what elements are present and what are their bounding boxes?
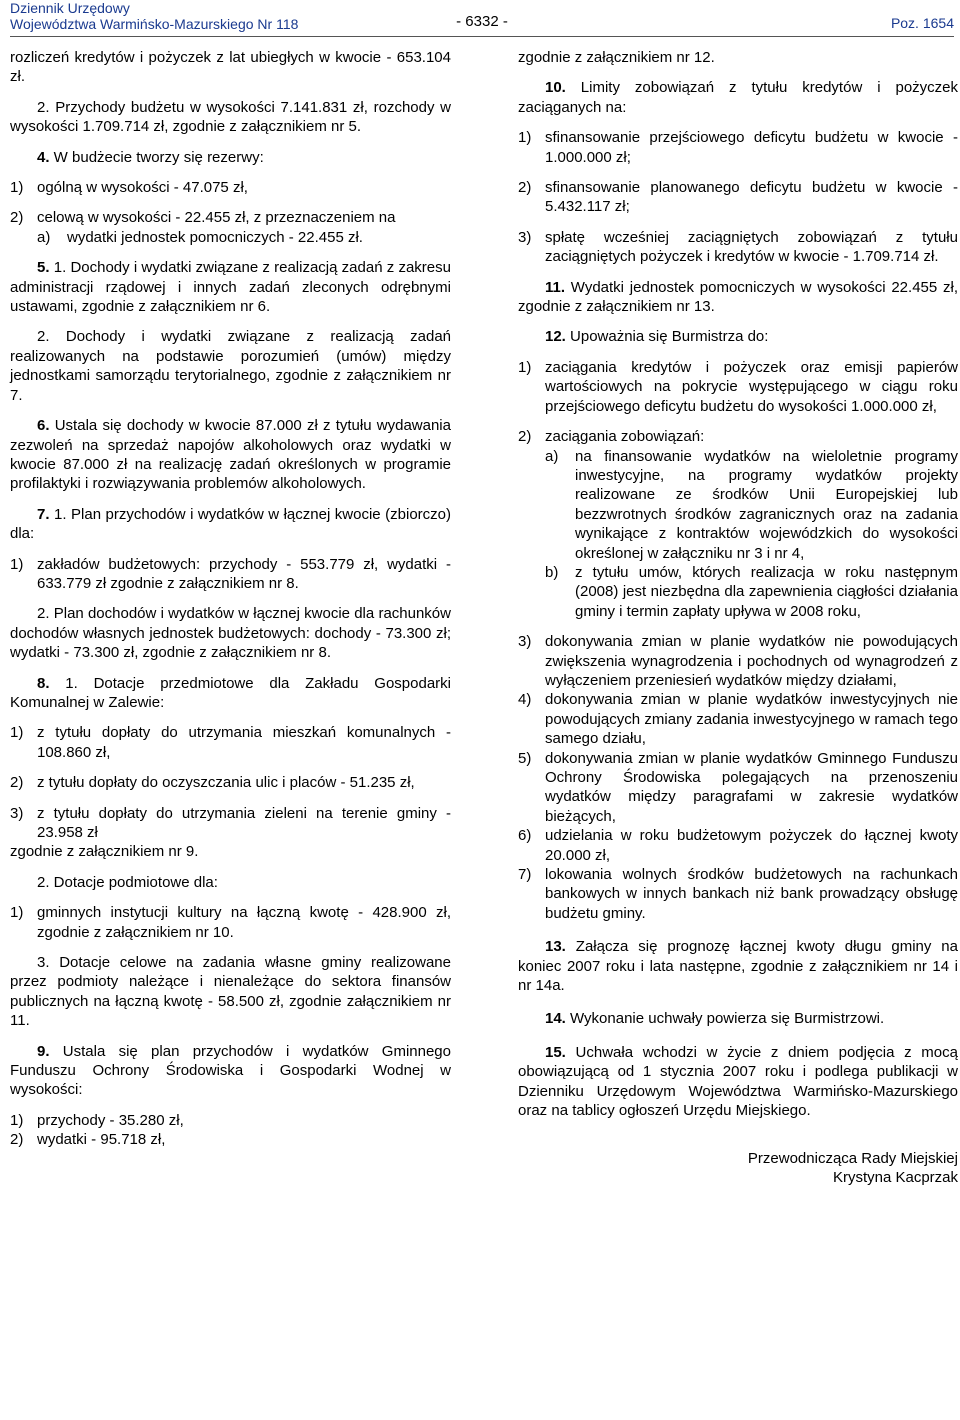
section-12: 12. Upoważnia się Burmistrza do: bbox=[545, 328, 769, 346]
section-number: 12. bbox=[545, 328, 566, 346]
list-subitem: b) z tytułu umów, których realizacja w roku następnym (2008) jest niezbędna dla zapewnienia ciągłości działania gminy i termin zapłaty upływa w 2008 roku, bbox=[545, 563, 958, 620]
header-divider bbox=[10, 36, 954, 37]
list-item: 5) dokonywania zmian w planie wydatków Gminnego Funduszu Ochrony Środowiska polegających na przenoszeniu wydatków między paragrafami w zakresie wydatków bieżących, bbox=[518, 749, 958, 825]
section-9: 9. Ustala się plan przychodów i wydatków Gminnego Funduszu Ochrony Środowiska i Gospodarki Wodnej w wysokości: bbox=[10, 1042, 451, 1099]
list-item: 3) spłatę wcześniej zaciągniętych zobowiązań z tytułu zaciągniętych pożyczek i kredytów w kwocie - 1.709.714 zł. bbox=[518, 228, 958, 266]
section-14: 14. Wykonanie uchwały powierza się Burmistrzowi. bbox=[545, 1010, 885, 1028]
signature-title: Przewodnicząca Rady Miejskiej bbox=[747, 1149, 958, 1167]
paragraph: 2. Plan dochodów i wydatków w łącznej kwocie dla rachunków dochodów własnych jednostek budżetowych: dochody - 73.300 zł; wydatki - 73.300 zł, zgodnie z załącznikiem nr 8. bbox=[10, 605, 451, 662]
list-item: 2) zaciągania zobowiązań: bbox=[518, 428, 705, 446]
list-subitem: a) na finansowanie wydatków na wieloletnie programy inwestycyjne, na programy wydatków projekty realizowane ze środków Unii Europejskiej lub bezzwrotnych środków zagranicznych oraz na zadania wynikające z kontraktów wojewódzkich do wysokości określonej w załączniku nr 3 i nr 4, bbox=[545, 447, 958, 562]
list-subitem: a) wydatki jednostek pomocniczych - 22.455 zł. bbox=[37, 228, 363, 246]
journal-subtitle: Województwa Warmińsko-Mazurskiego Nr 118 bbox=[10, 16, 299, 32]
list-item: 1) przychody - 35.280 zł, bbox=[10, 1111, 184, 1129]
section-number: 8. bbox=[37, 674, 50, 692]
paragraph: 3. Dotacje celowe na zadania własne gminy realizowane przez podmioty należące i nienależące do sektora finansów publicznych na łączną kwotę - 58.500 zł, zgodnie załącznikiem nr 11. bbox=[10, 954, 451, 1030]
section-13: 13. Załącza się prognozę łącznej kwoty długu gminy na koniec 2007 roku i lata następne, zgodnie z załącznikiem nr 14 i nr 14a. bbox=[518, 938, 958, 995]
journal-title: Dziennik Urzędowy bbox=[10, 0, 130, 16]
paragraph: 2. Dochody i wydatki związane z realizacją zadań realizowanych na podstawie porozumień (umów) między jednostkami samorządu terytorialnego, zgodnie z załącznikiem nr 7. bbox=[10, 328, 451, 404]
list-item: 1) gminnych instytucji kultury na łączną kwotę - 428.900 zł, zgodnie z załącznikiem nr 10. bbox=[10, 904, 451, 941]
list-item: 1) z tytułu dopłaty do utrzymania mieszkań komunalnych - 108.860 zł, bbox=[10, 724, 451, 761]
section-10: 10. Limity zobowiązań z tytułu kredytów i pożyczek zaciąganych na: bbox=[518, 79, 958, 116]
list-item: 4) dokonywania zmian w planie wydatków inwestycyjnych nie powodujących zmiany zadania inwestycyjnego w ramach tego samego działu, bbox=[518, 691, 958, 748]
section-number: 4. bbox=[37, 148, 50, 166]
list-item: 3) dokonywania zmian w planie wydatków nie powodujących zwiększenia wynagrodzenia i pochodnych od wynagrodzeń z wyłączeniem przeniesień wydatków między działami, bbox=[518, 633, 958, 689]
section-number: 9. bbox=[37, 1042, 50, 1060]
section-7: 7. 1. Plan przychodów i wydatków w łącznej kwocie (zbiorczo) dla: bbox=[10, 505, 451, 543]
list-item: 1) zakładów budżetowych: przychody - 553.779 zł, wydatki - 633.779 zł zgodnie z załącznikiem nr 8. bbox=[10, 555, 451, 592]
section-number: 11. bbox=[545, 278, 566, 296]
section-8: 8. 1. Dotacje przedmiotowe dla Zakładu Gospodarki Komunalnej w Zalewie: bbox=[10, 674, 451, 711]
list-item: 1) zaciągania kredytów i pożyczek oraz emisji papierów wartościowych na pokrycie występującego w ciągu roku przejściowego deficytu budżetu do wysokości 1.000.000 zł, bbox=[518, 358, 958, 415]
section-11: 11. Wydatki jednostek pomocniczych w wysokości 22.455 zł, zgodnie z załącznikiem nr 13. bbox=[518, 278, 958, 316]
section-4: 4. W budżecie tworzy się rezerwy: bbox=[37, 148, 264, 166]
section-number: 6. bbox=[37, 417, 50, 435]
list-item: 3) z tytułu dopłaty do utrzymania zieleni na terenie gminy - 23.958 zł bbox=[10, 804, 451, 841]
section-number: 10. bbox=[545, 79, 566, 97]
paragraph: zgodnie z załącznikiem nr 9. bbox=[10, 843, 199, 861]
paragraph: rozliczeń kredytów i pożyczek z lat ubiegłych w kwocie - 653.104 zł. bbox=[10, 49, 451, 86]
list-item: 6) udzielania w roku budżetowym pożyczek do łącznej kwoty 20.000 zł, bbox=[518, 827, 958, 864]
section-number: 13. bbox=[545, 938, 566, 956]
left-column bbox=[10, 48, 451, 1150]
section-number: 7. bbox=[37, 505, 50, 523]
section-number: 14. bbox=[545, 1010, 566, 1028]
page-number: - 6332 - bbox=[456, 13, 508, 30]
list-item: 1) ogólną w wysokości - 47.075 zł, bbox=[10, 179, 248, 197]
list-item: 1) sfinansowanie przejściowego deficytu budżetu w kwocie - 1.000.000 zł; bbox=[518, 129, 958, 166]
section-15: 15. Uchwała wchodzi w życie z dniem podjęcia z mocą obowiązującą od 1 stycznia 2007 roku i podlega publikacji w Dzienniku Urzędowym Województwa Warmińsko-Mazurskiego oraz na tablicy ogłoszeń Urzędu Miejskiego. bbox=[518, 1043, 958, 1120]
list-item: 2) z tytułu dopłaty do oczyszczania ulic i placów - 51.235 zł, bbox=[10, 774, 415, 792]
paragraph: zgodnie z załącznikiem nr 12. bbox=[518, 49, 715, 66]
paragraph: 2. Przychody budżetu w wysokości 7.141.831 zł, rozchody w wysokości 1.709.714 zł, zgodnie z załącznikiem nr 5. bbox=[10, 98, 451, 136]
page-header bbox=[10, 0, 954, 38]
section-number: 5. bbox=[37, 259, 50, 277]
section-number: 15. bbox=[545, 1043, 566, 1061]
paragraph: 2. Dotacje podmiotowe dla: bbox=[37, 873, 218, 891]
list-item: 2) sfinansowanie planowanego deficytu budżetu w kwocie - 5.432.117 zł; bbox=[518, 179, 958, 216]
section-5: 5. 1. Dochody i wydatki związane z realizacją zadań z zakresu administracji rządowej i innych zadań zleconych odrębnymi ustawami, zgodnie z załącznikiem nr 6. bbox=[10, 259, 451, 316]
list-item: 2) celową w wysokości - 22.455 zł, z przeznaczeniem na bbox=[10, 209, 396, 227]
list-item: 7) lokowania wolnych środków budżetowych na rachunkach bankowych w innych bankach niż bank prowadzący obsługę budżetu gminy. bbox=[518, 866, 958, 922]
position-number: Poz. 1654 bbox=[890, 15, 954, 31]
right-column bbox=[518, 48, 958, 1187]
list-item: 2) wydatki - 95.718 zł, bbox=[10, 1131, 166, 1149]
section-6: 6. Ustala się dochody w kwocie 87.000 zł z tytułu wydawania zezwoleń na sprzedaż napojów alkoholowych oraz wydatki w kwocie 87.000 zł na realizację zadań określonych w programie profilaktyki i rozwiązywania problemów alkoholowych. bbox=[10, 417, 451, 493]
signature-name: Krystyna Kacprzak bbox=[832, 1168, 958, 1186]
